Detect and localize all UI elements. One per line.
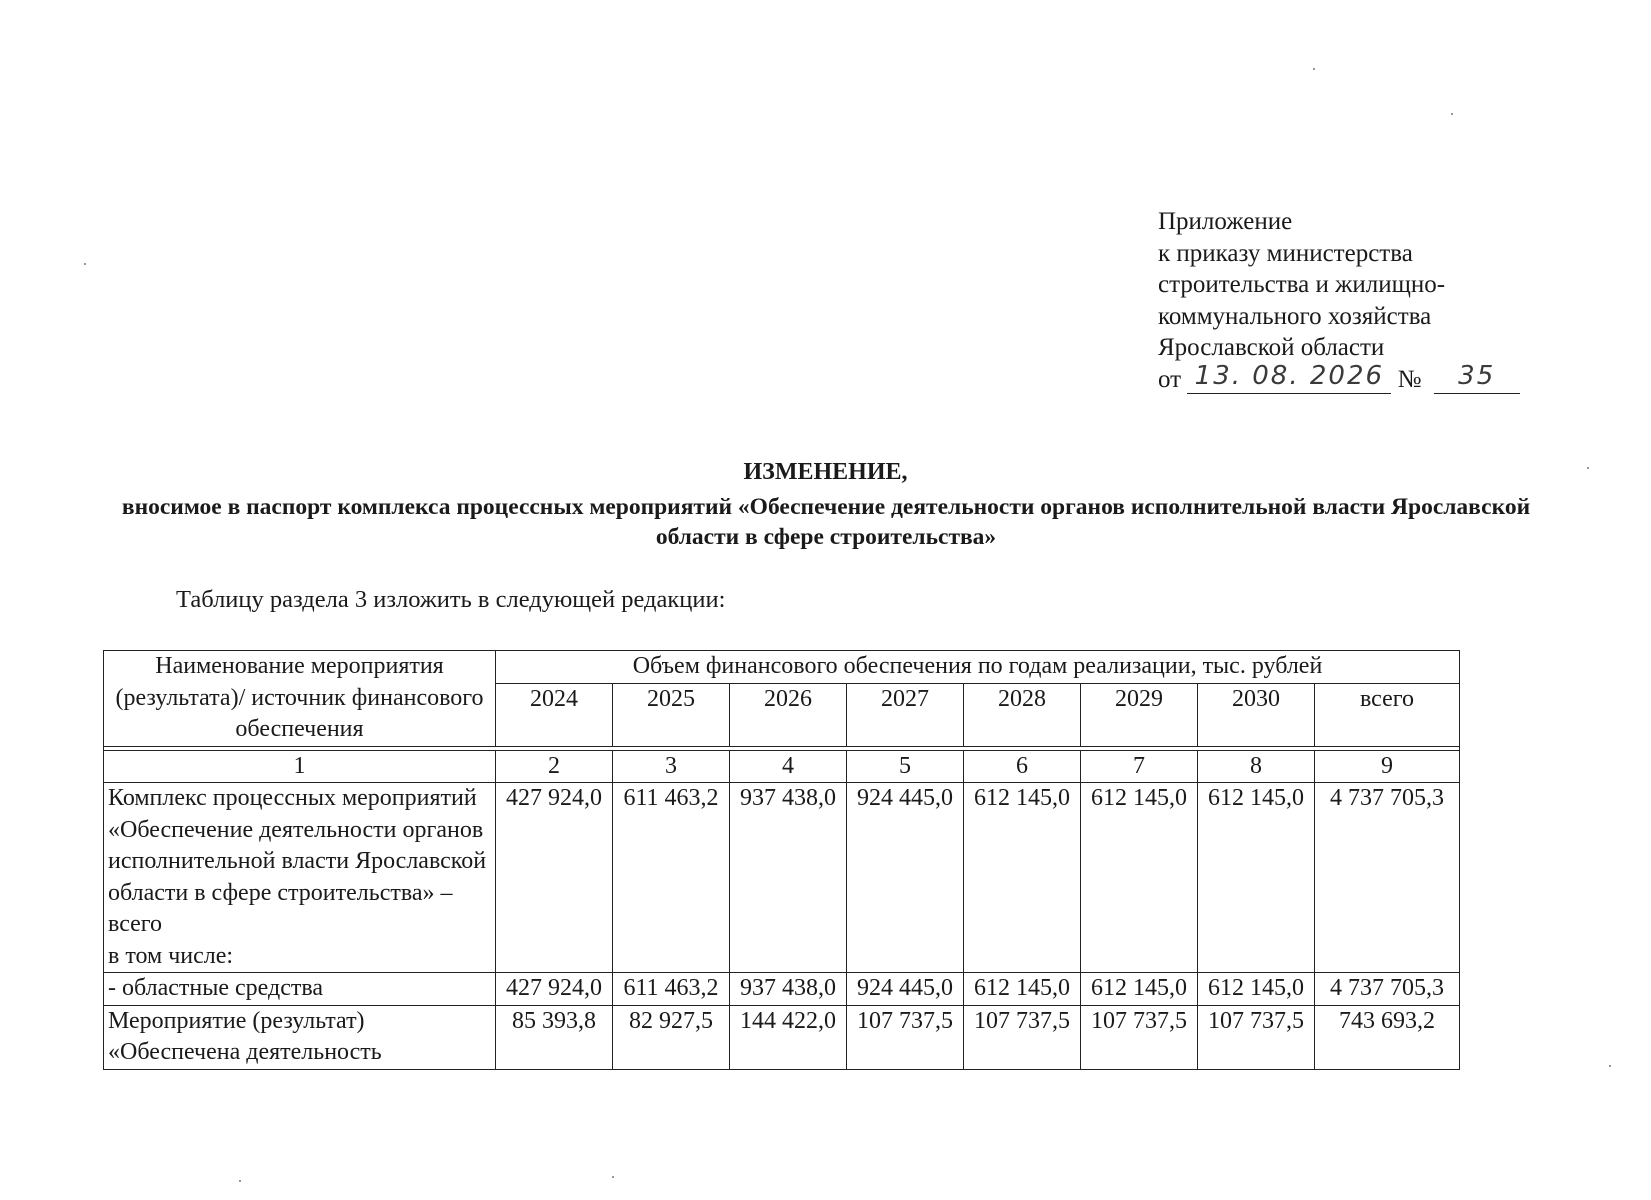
value-cell: 107 737,5 — [1198, 1005, 1315, 1069]
handwritten-number: 35 — [1458, 360, 1496, 391]
year-header: 2029 — [1081, 684, 1198, 746]
value-cell: 612 145,0 — [964, 783, 1081, 973]
total-header: всего — [1315, 684, 1460, 746]
year-header: 2028 — [964, 684, 1081, 746]
year-header: 2026 — [730, 684, 847, 746]
value-cell: 924 445,0 — [847, 973, 964, 1006]
value-cell: 612 145,0 — [1198, 783, 1315, 973]
appendix-line: коммунального хозяйства — [1158, 302, 1432, 330]
value-cell: 612 145,0 — [1081, 973, 1198, 1006]
column-number: 9 — [1315, 750, 1460, 783]
column-number: 5 — [847, 750, 964, 783]
value-cell: 611 463,2 — [613, 973, 730, 1006]
value-cell: 611 463,2 — [613, 783, 730, 973]
table-row — [104, 783, 1460, 973]
order-date-line — [1158, 360, 1520, 396]
table-row — [104, 973, 1460, 1006]
column-number: 6 — [964, 750, 1081, 783]
column-number: 3 — [613, 750, 730, 783]
year-header: 2024 — [496, 684, 613, 746]
value-cell: 107 737,5 — [964, 1005, 1081, 1069]
number-sign: № — [1397, 365, 1422, 393]
value-cell: 612 145,0 — [1081, 783, 1198, 973]
value-cell: 107 737,5 — [847, 1005, 964, 1069]
appendix-line: к приказу министерства — [1158, 239, 1413, 267]
finance-table — [103, 650, 1460, 1070]
value-cell: 612 145,0 — [1198, 973, 1315, 1006]
appendix-line: Ярославской области — [1158, 334, 1385, 361]
document-title: ИЗМЕНЕНИЕ, — [743, 459, 908, 485]
value-cell: 85 393,8 — [496, 1005, 613, 1069]
scan-speck — [1313, 68, 1315, 70]
year-header: 2027 — [847, 684, 964, 746]
scan-speck — [84, 263, 86, 265]
scan-speck — [239, 1180, 241, 1182]
scan-speck — [1451, 113, 1453, 115]
column-number: 1 — [104, 750, 496, 783]
document-subtitle: вносимое в паспорт комплекса процессных мероприятий «Обеспечение деятельности органов исполнительной власти Ярославской области в сфере строительства» — [121, 494, 1531, 550]
column-number: 2 — [496, 750, 613, 783]
header-name-cell: Наименование мероприятия (результата)/ источник финансового обеспечения — [104, 651, 496, 747]
total-cell: 4 737 705,3 — [1315, 783, 1460, 973]
table-header-row — [104, 651, 1460, 684]
header-group-cell: Объем финансового обеспечения по годам реализации, тыс. рублей — [496, 651, 1460, 684]
row-name-cell: Комплекс процессных мероприятий «Обеспечение деятельности органов исполнительной власти Ярославской области в сфере строительства» – всего в том числе: — [104, 783, 496, 973]
value-cell: 612 145,0 — [964, 973, 1081, 1006]
column-number: 8 — [1198, 750, 1315, 783]
appendix-line: Приложение — [1158, 208, 1293, 235]
row-name-cell: Мероприятие (результат) «Обеспечена деятельность — [104, 1005, 496, 1069]
total-cell: 4 737 705,3 — [1315, 973, 1460, 1006]
value-cell: 144 422,0 — [730, 1005, 847, 1069]
column-number: 4 — [730, 750, 847, 783]
value-cell: 937 438,0 — [730, 973, 847, 1006]
handwritten-date: 13. 08. 2026 — [1194, 360, 1385, 391]
number-field — [1434, 360, 1520, 394]
instruction-text: Таблицу раздела 3 изложить в следующей редакции: — [176, 586, 726, 613]
scan-speck — [612, 1176, 614, 1178]
value-cell: 937 438,0 — [730, 783, 847, 973]
value-cell: 427 924,0 — [496, 783, 613, 973]
column-number-row — [104, 750, 1460, 783]
value-cell: 107 737,5 — [1081, 1005, 1198, 1069]
date-prefix: от — [1158, 365, 1182, 393]
total-cell: 743 693,2 — [1315, 1005, 1460, 1069]
value-cell: 924 445,0 — [847, 783, 964, 973]
year-header: 2025 — [613, 684, 730, 746]
date-field — [1187, 360, 1391, 394]
column-number: 7 — [1081, 750, 1198, 783]
appendix-line: строительства и жилищно- — [1158, 271, 1446, 298]
value-cell: 82 927,5 — [613, 1005, 730, 1069]
table-row — [104, 1005, 1460, 1069]
value-cell: 427 924,0 — [496, 973, 613, 1006]
row-name-cell: - областные средства — [104, 973, 496, 1006]
scan-speck — [1609, 1065, 1611, 1067]
year-header: 2030 — [1198, 684, 1315, 746]
appendix-block — [1158, 206, 1520, 395]
